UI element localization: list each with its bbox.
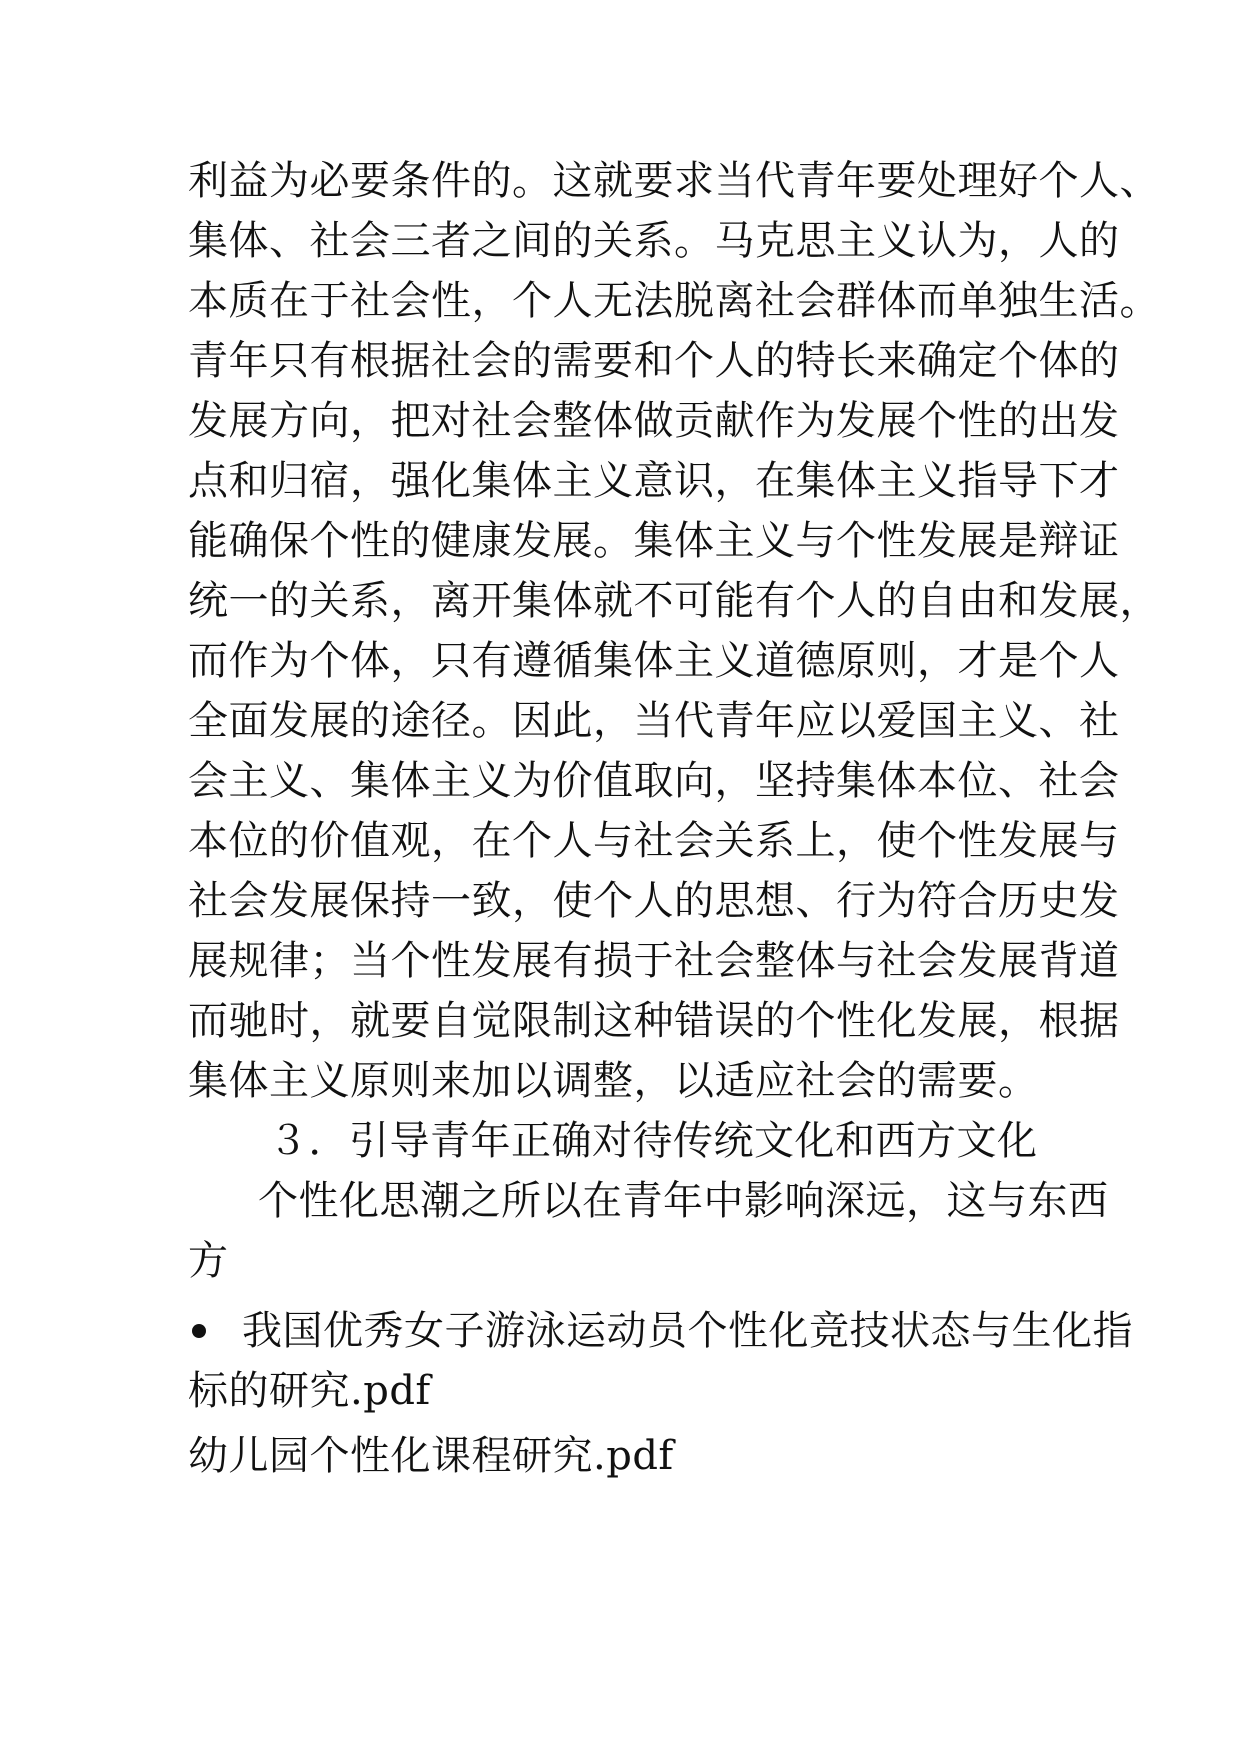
paragraph-line-9: 而作为个体，只有遵循集体主义道德原则，才是个人 (188, 638, 1120, 684)
paragraph-line-3: 本质在于社会性，个人无法脱离社会群体而单独生活。 (188, 278, 1160, 324)
paragraph-line-2: 集体、社会三者之间的关系。马克思主义认为，人的 (188, 218, 1120, 264)
related-link-1[interactable] (188, 1300, 1133, 1362)
paragraph-line-12: 本位的价值观，在个人与社会关系上，使个性发展与 (188, 818, 1120, 864)
related-link-2[interactable] (188, 1425, 1068, 1487)
section-heading: ３．引导青年正确对待传统文化和西方文化 (268, 1118, 1038, 1164)
paragraph-line-5: 发展方向，把对社会整体做贡献作为发展个性的出发 (188, 398, 1120, 444)
next-paragraph-line-1: 个性化思潮之所以在青年中影响深远，这与东西 (258, 1178, 1109, 1224)
paragraph-line-6: 点和归宿，强化集体主义意识，在集体主义指导下才 (188, 458, 1120, 504)
paragraph-line-15: 而驰时，就要自觉限制这种错误的个性化发展，根据 (188, 998, 1120, 1044)
paragraph-line-14: 展规律；当个性发展有损于社会整体与社会发展背道 (188, 938, 1120, 984)
paragraph-line-1: 利益为必要条件的。这就要求当代青年要处理好个人、 (188, 158, 1160, 204)
related-link-1-text-line1[interactable]: 我国优秀女子游泳运动员个性化竞技状态与生化指 (242, 1308, 1133, 1354)
paragraph-line-8: 统一的关系，离开集体就不可能有个人的自由和发展， (188, 578, 1160, 624)
paragraph-line-7: 能确保个性的健康发展。集体主义与个性发展是辩证 (188, 518, 1120, 564)
related-link-1-text-line2[interactable]: 标的研究.pdf (188, 1368, 431, 1414)
paragraph-line-11: 会主义、集体主义为价值取向，坚持集体本位、社会 (188, 758, 1120, 804)
paragraph-line-4: 青年只有根据社会的需要和个人的特长来确定个体的 (188, 338, 1120, 384)
paragraph-line-10: 全面发展的途径。因此，当代青年应以爱国主义、社 (188, 698, 1120, 744)
bullet-icon (192, 1324, 206, 1338)
related-link-1-continuation[interactable] (188, 1360, 1068, 1422)
paragraph-line-13: 社会发展保持一致，使个人的思想、行为符合历史发 (188, 878, 1120, 924)
related-link-2-text[interactable]: 幼儿园个性化课程研究.pdf (188, 1433, 674, 1479)
paragraph-line-16: 集体主义原则来加以调整，以适应社会的需要。 (188, 1058, 1039, 1104)
next-paragraph-line-2: 方 (188, 1238, 229, 1284)
